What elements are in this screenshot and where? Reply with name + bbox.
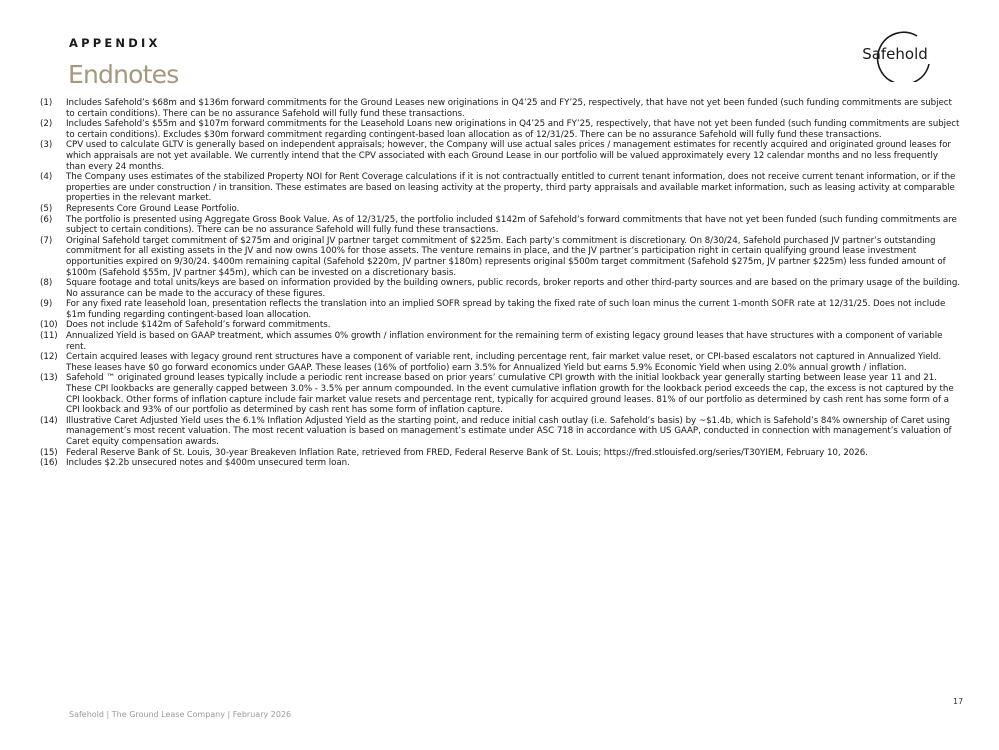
endnote-number: (4) [40,172,53,183]
endnote-item [40,278,960,299]
endnote-number: (8) [40,278,53,289]
endnote-item [40,299,960,320]
endnote-text: Includes $2.2b unsecured notes and $400m unsecured term loan. [66,458,350,469]
endnote-number: (12) [40,352,58,363]
endnote-item [40,98,960,119]
endnote-number: (10) [40,320,58,331]
endnote-number: (1) [40,98,53,108]
endnote-number: (5) [40,203,53,214]
endnote-number: (13) [40,373,58,384]
endnote-number: (15) [40,447,58,458]
endnote-item [40,373,960,415]
endnote-number: (6) [40,214,53,225]
endnote-number: (14) [40,415,58,426]
endnote-item [40,204,960,215]
endnote-text: Square footage and total units/keys are based on information provided by the building owners, public records, broker reports and other third-party sources and are based on the primary usage of the building. No assurance can be made to the accuracy of these figures. [66,278,961,299]
endnote-number: (16) [40,458,58,469]
endnote-item [40,331,960,352]
endnote-text: The Company uses estimates of the stabilized Property NOI for Rent Coverage calculations if it is not contractually entitled to current tenant information, does not receive current tenant information, or if the properties are under construction / in transition. These estimates are based on leasing activity at the property, third party appraisals and available market information, such as leasing activity at comparable properties in the relevant market. [66,172,956,204]
endnote-number: (11) [40,331,58,342]
endnote-item [40,236,960,278]
footer-text: Safehold | The Ground Lease Company | February 2026 [69,710,292,719]
page-number: 17 [953,697,964,706]
page-title: Endnotes [68,60,179,89]
endnote-text: Original Safehold target commitment of $275m and original JV partner target commitment of $225m. Each party’s commitment is discretionary. On 8/30/24, Safehold purchased JV partner’s outstanding commitment for all existing assets in the JV and now owns 100% for those assets. The venture remains in place, and the JV partner’s participation right in certain qualifying ground lease investment opportunities expired on 9/30/24. $400m remaining capital (Safehold $220m, JV partner $180m) represents original $500m target commitment (Safehold $275m, JV partner $225m) less funded amount of $100m (Safehold $55m, JV partner $45m), which can be invested on a discretionary basis. [66,235,946,278]
endnote-text: For any fixed rate leasehold loan, presentation reflects the translation into an implied SOFR spread by taking the fixed rate of such loan minus the current 1-month SOFR rate at 12/31/25. Does not include $1m funding regarding contingent-based loan allocation. [66,299,946,320]
section-label: APPENDIX [69,36,161,50]
endnote-item [40,448,960,459]
endnote-item [40,119,960,140]
endnote-text: Annualized Yield is based on GAAP treatment, which assumes 0% growth / inflation environment for the remaining term of existing legacy ground leases that have structures with a component of variable rent. [66,331,943,352]
endnote-item [40,172,960,204]
safehold-logo [851,28,935,82]
endnote-number: (3) [40,140,53,151]
endnote-text: Includes Safehold’s $68m and $136m forward commitments for the Ground Leases new originations in Q4’25 and FY’25, respectively, that have not yet been funded (such funding commitments are subject to certain conditions). There can be no assurance Safehold will fully fund these transactions. [66,98,952,119]
endnote-text: Illustrative Caret Adjusted Yield uses the 6.1% Inflation Adjusted Yield as the starting point, and reduce initial cash outlay (i.e. Safehold’s basis) by ~$1.4b, which is Safehold’s 84% ownership of Caret using management’s most recent valuation. The most recent valuation is based on management’s estimate under ASC 718 in accordance with US GAAP, conducted in connection with management’s valuation of Caret equity compensation awards. [66,415,952,447]
endnote-item [40,352,960,373]
endnotes-list [40,98,960,469]
endnote-number: (7) [40,235,53,246]
endnote-text: Federal Reserve Bank of St. Louis, 30-year Breakeven Inflation Rate, retrieved from FRED, Federal Reserve Bank of St. Louis; https://fred.stlouisfed.org/series/T30YIEM, February 10, 2026. [66,447,868,458]
endnote-item [40,320,960,331]
endnote-text: The portfolio is presented using Aggregate Gross Book Value. As of 12/31/25, the portfolio included $142m of Safehold’s forward commitments that have not yet been funded (such funding commitments are subject to certain conditions). There can be no assurance Safehold will fully fund these transactions. [66,214,957,236]
endnote-text: Certain acquired leases with legacy ground rent structures have a component of variable rent, including percentage rent, fair market value reset, or CPI-based escalators not captured in Annualized Yield. These leases have $0 go forward economics under GAAP. These leases (16% of portfolio) earn 3.5% for Annualized Yield but earns 5.9% Economic Yield when using 2.0% annual growth / inflation. [66,352,942,373]
endnote-text: Does not include $142m of Safehold’s forward commitments. [66,320,331,331]
logo-wordmark: Safehold [862,45,928,63]
endnote-item [40,458,960,469]
endnote-number: (9) [40,299,53,310]
endnote-text: CPV used to calculate GLTV is generally based on independent appraisals; however, the Company will use actual sales prices / management estimates for recently acquired and originated ground leases for which appraisals are not yet available. We currently intend that the CPV associated with each Ground Lease in our portfolio will be valued approximately every 12 calendar months and no less frequently than every 24 months. [66,140,951,172]
endnote-item [40,416,960,448]
endnote-number: (2) [40,119,53,130]
endnote-item [40,215,960,236]
endnote-text: Includes Safehold’s $55m and $107m forward commitments for the Leasehold Loans new originations in Q4’25 and FY’25, respectively, that have not yet been funded (such funding commitments are subject to certain conditions). Excludes $30m forward commitment regarding contingent-based loan allocation as of 12/31/25. There can be no assurance Safehold will fully fund these transactions. [66,119,960,140]
endnote-item [40,140,960,172]
endnote-text: Represents Core Ground Lease Portfolio. [66,203,240,214]
endnote-text: Safehold ™ originated ground leases typically include a periodic rent increase based on prior years’ cumulative CPI growth with the initial lookback year generally starting between lease year 11 and 21. These CPI lookbacks are generally capped between 3.0% - 3.5% per annum compounded. In the event cumulative inflation growth for the lookback period exceeds the cap, the excess is not captured by the CPI lookback. Other forms of inflation capture include fair market value resets and percentage rent, typically for acquired ground leases. 81% of our portfolio as determined by cash rent has some form of a CPI lookback and 93% of our portfolio as determined by cash rent has some form of inflation capture. [66,373,954,416]
